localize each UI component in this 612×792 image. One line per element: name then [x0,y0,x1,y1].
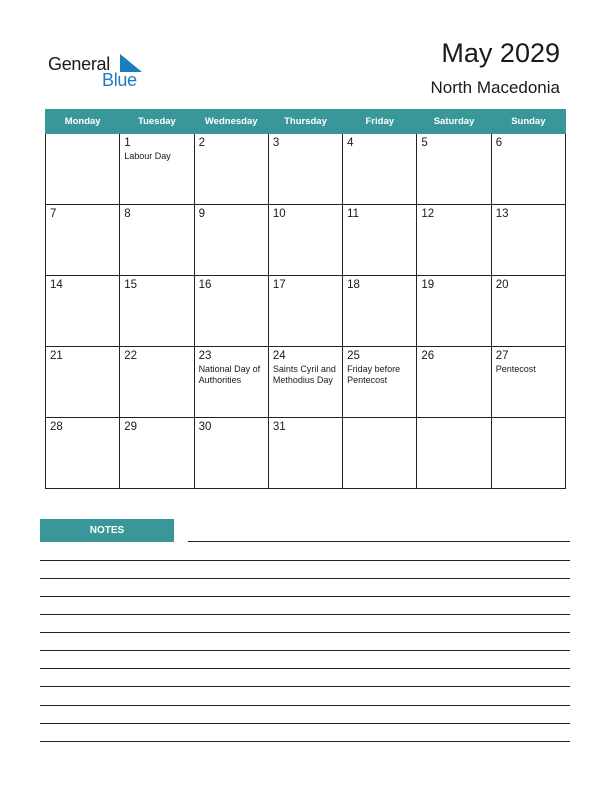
day-cell [46,347,120,418]
day-number: 19 [421,279,435,291]
weekday-thursday: Thursday [268,110,342,134]
day-cell [120,276,194,347]
day-cell [194,418,268,489]
generalblue-logo [48,52,158,92]
week-row [46,347,566,418]
notes-rule-line [40,686,570,687]
week-row [46,205,566,276]
notes-rule-line [40,668,570,669]
day-number: 22 [124,350,138,362]
country-subtitle: North Macedonia [430,78,560,97]
day-cell [491,205,565,276]
day-number: 12 [421,208,435,220]
notes-rule-line [40,614,570,615]
holiday-label: Labour Day [124,151,171,161]
day-cell [46,418,120,489]
notes-rule-line [40,650,570,651]
day-number: 23 [198,350,212,362]
day-cell [417,418,491,489]
day-cell [417,134,491,205]
day-number: 3 [272,137,280,149]
notes-rule-line [40,596,570,597]
holiday-label: Saints Cyril and Methodius Day [272,364,336,385]
day-number: 10 [272,208,286,220]
day-cell [417,347,491,418]
day-number: 30 [198,421,212,433]
day-number: 27 [495,350,509,362]
day-number: 20 [495,279,509,291]
day-cell [343,276,417,347]
notes-rule-line [40,632,570,633]
day-number: 26 [421,350,435,362]
day-cell [120,347,194,418]
day-number: 18 [347,279,360,291]
day-number: 13 [495,208,509,220]
day-cell [491,347,565,418]
notes-rule-line [40,578,570,579]
day-number: 25 [347,350,360,362]
calendar-grid [45,109,566,489]
day-cell [120,205,194,276]
day-number: 24 [272,350,286,362]
day-number: 2 [198,137,205,149]
notes-rule-line [188,541,570,542]
day-cell [120,418,194,489]
day-cell [194,347,268,418]
day-cell [268,418,342,489]
day-cell [343,347,417,418]
day-cell [194,134,268,205]
logo-text-general: General [48,54,110,74]
day-cell [46,205,120,276]
day-cell [268,276,342,347]
notes-rule-line [40,560,570,561]
weekday-sunday: Sunday [491,110,565,134]
page-title: May 2029 [441,38,560,68]
notes-rule-line [40,705,570,706]
week-row [46,134,566,205]
weekday-tuesday: Tuesday [120,110,194,134]
notes-rule-line [40,723,570,724]
day-cell [343,134,417,205]
notes-label: NOTES [40,519,174,542]
day-number: 16 [198,279,212,291]
holiday-label: Friday before Pentecost [347,364,401,385]
weekday-monday: Monday [46,110,120,134]
day-cell [491,134,565,205]
day-cell [343,418,417,489]
day-number: 28 [50,421,63,433]
day-number: 8 [124,208,131,220]
day-cell [268,134,342,205]
day-number: 4 [347,137,354,149]
weekday-wednesday: Wednesday [194,110,268,134]
week-row [46,418,566,489]
weekday-saturday: Saturday [417,110,491,134]
day-number: 11 [347,208,360,220]
weekday-friday: Friday [343,110,417,134]
day-number: 21 [50,350,63,362]
day-number: 9 [198,208,205,220]
day-cell [417,205,491,276]
day-cell [46,276,120,347]
day-cell [268,205,342,276]
day-number: 7 [50,208,57,220]
day-number: 5 [421,137,428,149]
day-cell [417,276,491,347]
day-number: 31 [272,421,286,433]
day-cell [120,134,194,205]
day-number: 29 [124,421,138,433]
logo-text-blue: Blue [102,70,137,90]
day-cell [343,205,417,276]
day-number: 17 [272,279,286,291]
day-cell [194,276,268,347]
week-row [46,276,566,347]
day-cell [46,134,120,205]
day-number: 14 [50,279,63,291]
day-cell [268,347,342,418]
day-cell [491,418,565,489]
holiday-label: National Day of Authorities [198,364,261,385]
day-cell [194,205,268,276]
day-cell [491,276,565,347]
weekday-header-row [46,110,566,134]
holiday-label: Pentecost [495,364,536,374]
notes-rule-line [40,741,570,742]
day-number: 1 [124,137,131,149]
day-number: 15 [124,279,138,291]
day-number: 6 [495,137,503,149]
